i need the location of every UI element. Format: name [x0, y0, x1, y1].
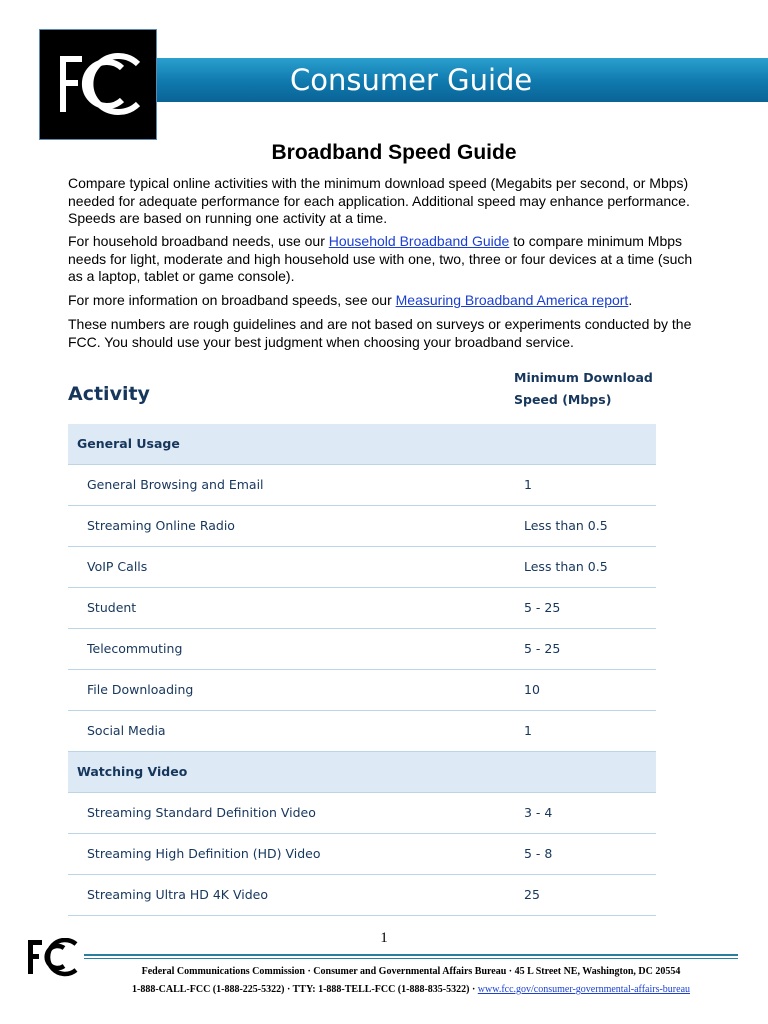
footer-website-link[interactable]: www.fcc.gov/consumer-governmental-affairs-bureau	[477, 984, 691, 995]
household-text-before: For household broadband needs, use our	[68, 233, 329, 249]
row-speed: 25	[524, 887, 540, 902]
banner-title: Consumer Guide	[290, 63, 533, 97]
row-speed: 5 - 25	[524, 600, 561, 615]
fcc-logo-icon	[40, 30, 158, 141]
disclaimer-paragraph: These numbers are rough guidelines and are not based on surveys or experiments conducted by the FCC. You should use your best judgment when choosing your broadband service.	[68, 316, 692, 350]
table-row	[68, 465, 656, 506]
footer-fcc-logo	[26, 938, 80, 983]
footer-phone-numbers: 1-888-CALL-FCC (1-888-225-5322) · TTY: 1-888-TELL-FCC (1-888-835-5322) ·	[131, 984, 478, 995]
footer-divider	[84, 954, 738, 956]
row-speed: Less than 0.5	[524, 559, 608, 574]
row-activity: Streaming Online Radio	[87, 518, 235, 533]
row-activity: Social Media	[87, 723, 166, 738]
table-row	[68, 506, 656, 547]
row-speed: 1	[524, 723, 532, 738]
info-text-before: For more information on broadband speeds, see our	[68, 292, 396, 308]
row-speed: 10	[524, 682, 540, 697]
row-activity: Watching Video	[77, 764, 188, 779]
measuring-broadband-report-link[interactable]: Measuring Broadband America report	[395, 292, 629, 308]
row-activity: VoIP Calls	[87, 559, 148, 574]
table-row	[68, 875, 656, 916]
table-row	[68, 588, 656, 629]
row-speed: 1	[524, 477, 532, 492]
fcc-logo	[39, 29, 157, 140]
footer-divider-thin	[84, 958, 738, 959]
row-activity: Streaming High Definition (HD) Video	[87, 846, 321, 861]
footer-fcc-logo-icon	[26, 938, 80, 978]
household-broadband-guide-link[interactable]: Household Broadband Guide	[328, 233, 510, 249]
table-row	[68, 834, 656, 875]
row-activity: Streaming Ultra HD 4K Video	[87, 887, 268, 902]
row-activity: Streaming Standard Definition Video	[87, 805, 316, 820]
row-activity: Student	[87, 600, 137, 615]
household-text-after: to compare minimum Mbps needs for light, moderate and high household use with one, two, three or four devices at a time (such as a laptop, tablet or game console).	[68, 233, 693, 284]
table-section-row	[68, 752, 656, 793]
row-activity: Telecommuting	[87, 641, 183, 656]
info-text-after: .	[628, 292, 633, 308]
document-title: Broadband Speed Guide	[271, 141, 517, 164]
row-speed: 5 - 8	[524, 846, 553, 861]
row-activity: File Downloading	[87, 682, 194, 697]
table-row	[68, 547, 656, 588]
household-paragraph	[68, 233, 693, 286]
footer-contact	[84, 984, 738, 995]
column-header-speed	[514, 367, 664, 411]
speed-table	[68, 424, 656, 916]
row-speed: 5 - 25	[524, 641, 561, 656]
page-number: 1	[380, 930, 388, 946]
row-speed: 3 - 4	[524, 805, 553, 820]
row-activity: General Browsing and Email	[87, 477, 264, 492]
intro-paragraph: Compare typical online activities with the minimum download speed (Megabits per second, or Mbps) needed for adequate performance for each application. Additional speed may enhance performance. Speeds are based on running one activity at a time.	[68, 175, 690, 226]
table-row	[68, 711, 656, 752]
column-header-activity: Activity	[68, 383, 150, 405]
table-section-row	[68, 424, 656, 465]
column-header-speed-line1: Minimum Download	[514, 370, 653, 385]
table-row	[68, 670, 656, 711]
table-row	[68, 793, 656, 834]
info-paragraph	[68, 292, 693, 310]
table-row	[68, 629, 656, 670]
footer-address: Federal Communications Commission · Consumer and Governmental Affairs Bureau · 45 L Street NE, Washington, DC 20554	[141, 966, 681, 977]
row-speed: Less than 0.5	[524, 518, 608, 533]
column-header-speed-line2: Speed (Mbps)	[514, 392, 612, 407]
row-activity: General Usage	[77, 436, 180, 451]
